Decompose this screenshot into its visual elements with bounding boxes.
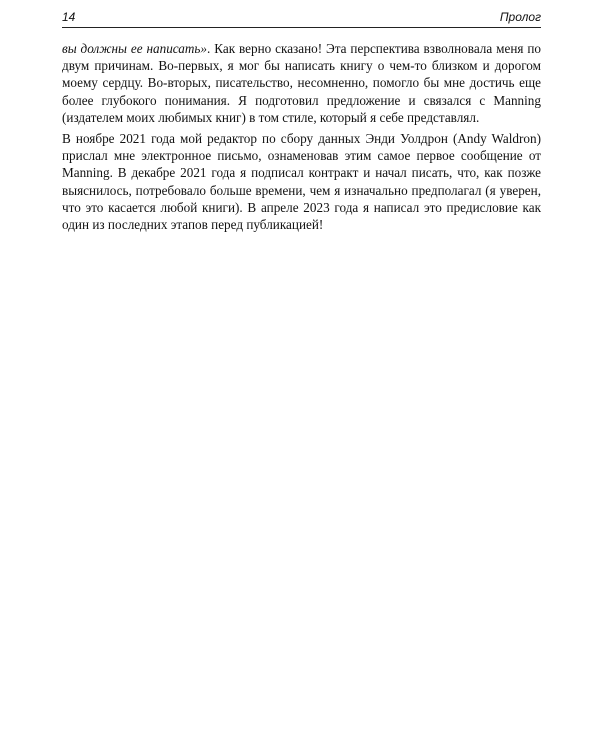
running-header — [62, 10, 541, 28]
paragraph-1 — [62, 40, 541, 126]
page-number: 14 — [62, 10, 76, 24]
book-page — [62, 10, 541, 237]
section-title: Пролог — [499, 10, 541, 24]
paragraph-1-italic-lead: вы должны ее написать» — [62, 41, 208, 56]
body-text — [62, 40, 541, 233]
paragraph-1-text: . Как верно сказано! Эта перспектива взволновала меня по двум причинам. Во-первых, я мог бы написать книгу о чем-то близком и дорогом моему сердцу. Во-вторых, писательство, несомненно, помогло бы мне достичь еще более глубокого понимания. Я подготовил предложение и связался с Manning (издателем моих любимых книг) в том стиле, который я себе представлял. — [62, 41, 541, 125]
paragraph-2: В ноябре 2021 года мой редактор по сбору данных Энди Уолдрон (Andy Waldron) прислал мне электронное письмо, ознаменовав этим самое первое сообщение от Manning. В декабре 2021 года я подписал контракт и начал писать, что, как позже выяснилось, потребовало больше времени, чем я изначально предполагал (я уверен, что это касается любой книги). В апреле 2023 года я написал это предисловие как один из последних этапов перед публикацией! — [62, 131, 541, 233]
